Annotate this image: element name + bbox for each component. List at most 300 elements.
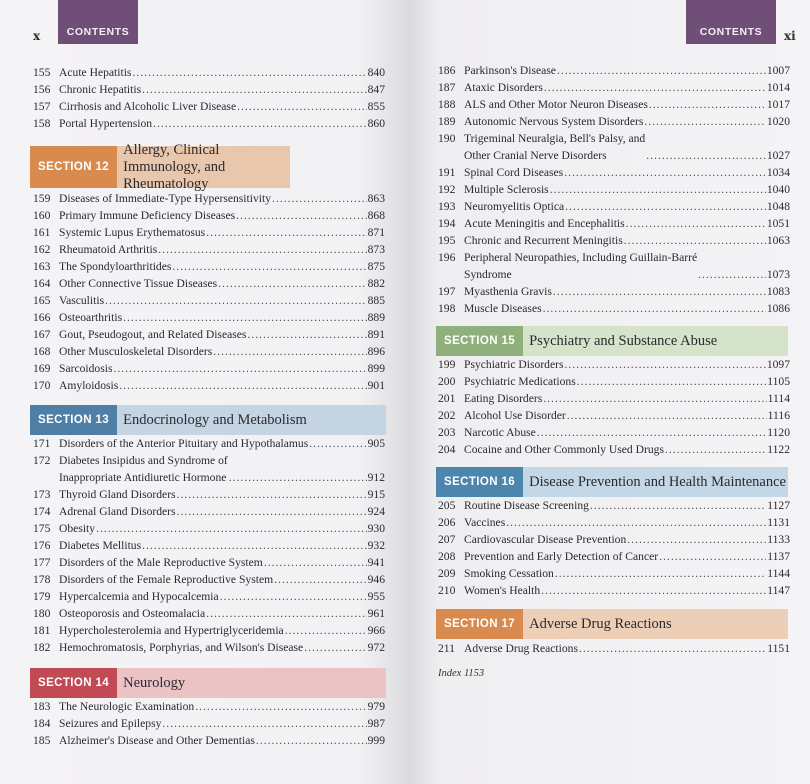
chapter-title: Disorders of the Anterior Pituitary and Hypothalamus: [59, 437, 309, 450]
page-reference: 1051: [766, 217, 790, 230]
toc-entry: [438, 582, 790, 599]
toc-entry: [438, 407, 790, 424]
leader-dots: [177, 486, 367, 503]
chapter-title: [464, 249, 697, 283]
chapter-title: Obesity: [59, 522, 96, 535]
chapter-title: Prevention and Early Detection of Cancer: [464, 550, 659, 563]
section-label: SECTION 12: [30, 146, 117, 188]
toc-entry: [438, 113, 790, 130]
chapter-title: Eating Disorders: [464, 392, 543, 405]
chapter-title: Seizures and Epilepsy: [59, 717, 162, 730]
page-reference: 924: [367, 505, 385, 518]
chapter-title: Disorders of the Female Reproductive System: [59, 573, 274, 586]
leader-dots: [567, 407, 767, 424]
leader-dots: [550, 181, 766, 198]
chapter-title: Diabetes Mellitus: [59, 539, 142, 552]
chapter-title: Psychiatric Disorders: [464, 358, 564, 371]
leader-dots: [220, 588, 367, 605]
chapter-number: 181: [33, 624, 51, 637]
page-reference: 873: [367, 243, 385, 256]
chapter-number: 189: [438, 115, 456, 128]
chapter-title: Osteoarthritis: [59, 311, 123, 324]
chapter-title: Multiple Sclerosis: [464, 183, 549, 196]
toc-entry: [33, 605, 385, 622]
page-reference: 875: [367, 260, 385, 273]
page-reference: 955: [367, 590, 385, 603]
chapter-title: Rheumatoid Arthritis: [59, 243, 158, 256]
chapter-title: Acute Meningitis and Encephalitis: [464, 217, 625, 230]
toc-entry: [33, 258, 385, 275]
page-reference: 1147: [767, 584, 790, 597]
page-reference: 946: [367, 573, 385, 586]
chapter-number: 160: [33, 209, 51, 222]
toc-entry: [33, 715, 385, 732]
page-reference: 987: [367, 717, 385, 730]
chapter-number: 173: [33, 488, 51, 501]
leader-dots: [177, 503, 367, 520]
section-title: Psychiatry and Substance Abuse: [529, 332, 718, 349]
leader-dots: [153, 115, 367, 132]
chapter-title: Women's Health: [464, 584, 541, 597]
page-reference: 1116: [767, 409, 790, 422]
leader-dots: [218, 275, 366, 292]
chapter-number: 190: [438, 132, 456, 145]
chapter-title-line1: Peripheral Neuropathies, Including Guillain-Barré: [464, 251, 698, 264]
leader-dots: [213, 343, 366, 360]
leader-dots: [626, 215, 766, 232]
contents-header-tab: CONTENTS: [58, 0, 138, 44]
chapter-title-line2: Syndrome: [464, 268, 512, 281]
chapter-number: 198: [438, 302, 456, 315]
chapter-number: 178: [33, 573, 51, 586]
chapter-title: [59, 452, 228, 486]
leader-dots: [132, 64, 366, 81]
leader-dots: [646, 147, 766, 164]
page-reference: 871: [367, 226, 385, 239]
page-reference: 1027: [766, 149, 790, 162]
page-reference: 915: [367, 488, 385, 501]
chapter-number: 201: [438, 392, 456, 405]
section-header: [436, 326, 788, 356]
page-reference: 1014: [766, 81, 790, 94]
chapter-number: 185: [33, 734, 51, 747]
chapter-number: 174: [33, 505, 51, 518]
leader-dots: [247, 326, 366, 343]
toc-entry: [438, 424, 790, 441]
toc-entry: [438, 249, 790, 283]
chapter-number: 162: [33, 243, 51, 256]
chapter-title: Systemic Lupus Erythematosus: [59, 226, 206, 239]
page-reference: 896: [367, 345, 385, 358]
chapter-title: Psychiatric Medications: [464, 375, 576, 388]
chapter-number: 186: [438, 64, 456, 77]
chapter-title: Hypercalcemia and Hypocalcemia: [59, 590, 219, 603]
page-reference: 932: [367, 539, 385, 552]
chapter-number: 208: [438, 550, 456, 563]
page-reference: 1105: [767, 375, 790, 388]
page-reference: 972: [367, 641, 385, 654]
chapter-number: 188: [438, 98, 456, 111]
leader-dots: [206, 605, 366, 622]
page-reference: 1144: [767, 567, 790, 580]
toc-entry: [33, 360, 385, 377]
chapter-title-line1: Diabetes Insipidus and Syndrome of: [59, 454, 228, 467]
leader-dots: [543, 390, 766, 407]
leader-dots: [206, 224, 366, 241]
leader-dots: [119, 377, 366, 394]
leader-dots: [624, 232, 766, 249]
leader-dots: [665, 441, 766, 458]
leader-dots: [698, 266, 766, 283]
toc-entry: [33, 571, 385, 588]
toc-entry: [438, 96, 790, 113]
toc-entry: [33, 588, 385, 605]
chapter-title: Cardiovascular Disease Prevention: [464, 533, 627, 546]
chapter-title: Sarcoidosis: [59, 362, 113, 375]
page-reference: 1073: [766, 268, 790, 281]
page-reference: 1151: [767, 642, 790, 655]
chapter-number: 194: [438, 217, 456, 230]
index-reference: Index 1153: [438, 668, 485, 679]
chapter-number: 206: [438, 516, 456, 529]
chapter-number: 157: [33, 100, 51, 113]
toc-entry: [438, 531, 790, 548]
page-reference: 961: [367, 607, 385, 620]
chapter-title: Ataxic Disorders: [464, 81, 543, 94]
toc-entry: [438, 390, 790, 407]
toc-entry: [33, 326, 385, 343]
toc-entry: [438, 164, 790, 181]
chapter-number: 196: [438, 251, 456, 264]
page-reference: 885: [367, 294, 385, 307]
leader-dots: [285, 622, 367, 639]
leader-dots: [579, 640, 766, 657]
chapter-number: 169: [33, 362, 51, 375]
section-label: SECTION 13: [30, 405, 117, 435]
page-reference: 930: [367, 522, 385, 535]
toc-entry: [33, 207, 385, 224]
toc-entry: [438, 548, 790, 565]
toc-entry: [33, 64, 385, 81]
page-reference: 1083: [766, 285, 790, 298]
page-reference: 1048: [766, 200, 790, 213]
toc-entry: [33, 98, 385, 115]
toc-entry: [33, 486, 385, 503]
chapter-title: Adrenal Gland Disorders: [59, 505, 176, 518]
page-reference: 840: [367, 66, 385, 79]
chapter-title: Narcotic Abuse: [464, 426, 536, 439]
chapter-title: Hemochromatosis, Porphyrias, and Wilson's Disease: [59, 641, 304, 654]
leader-dots: [172, 258, 366, 275]
leader-dots: [544, 79, 766, 96]
toc-entry: [33, 190, 385, 207]
page-reference: 1020: [766, 115, 790, 128]
page-reference: 855: [367, 100, 385, 113]
toc-entry: [33, 520, 385, 537]
page-reference: 899: [367, 362, 385, 375]
leader-dots: [564, 164, 766, 181]
toc-entry: [438, 283, 790, 300]
toc-entry: [33, 115, 385, 132]
leader-dots: [142, 81, 367, 98]
leader-dots: [113, 360, 366, 377]
page-reference: 905: [367, 437, 385, 450]
right-page: [408, 0, 810, 784]
toc-entry: [33, 292, 385, 309]
section-title: Neurology: [123, 674, 186, 691]
chapter-number: 193: [438, 200, 456, 213]
chapter-number: 165: [33, 294, 51, 307]
leader-dots: [577, 373, 767, 390]
chapter-title-line2: Other Cranial Nerve Disorders: [464, 149, 607, 162]
toc-entry: [33, 503, 385, 520]
chapter-number: 191: [438, 166, 456, 179]
leader-dots: [123, 309, 367, 326]
leader-dots: [627, 531, 766, 548]
leader-dots: [229, 469, 367, 486]
page-reference: 1086: [766, 302, 790, 315]
page-reference: 966: [367, 624, 385, 637]
chapter-title: Autonomic Nervous System Disorders: [464, 115, 644, 128]
chapter-title: Other Musculoskeletal Disorders: [59, 345, 213, 358]
chapter-title: Routine Disease Screening: [464, 499, 589, 512]
toc-entry: [438, 232, 790, 249]
chapter-title: Chronic and Recurrent Meningitis: [464, 234, 623, 247]
chapter-title: [464, 130, 645, 164]
page-reference: 1040: [766, 183, 790, 196]
section-label: SECTION 16: [436, 467, 523, 497]
page-reference: 999: [367, 734, 385, 747]
page-number: xi: [784, 29, 796, 43]
toc-entry: [33, 537, 385, 554]
chapter-number: 200: [438, 375, 456, 388]
chapter-number: 207: [438, 533, 456, 546]
chapter-title: The Neurologic Examination: [59, 700, 195, 713]
chapter-number: 161: [33, 226, 51, 239]
page-reference: 1131: [767, 516, 790, 529]
chapter-number: 175: [33, 522, 51, 535]
toc-entry: [33, 452, 385, 486]
chapter-title: Portal Hypertension: [59, 117, 153, 130]
chapter-title: Parkinson's Disease: [464, 64, 556, 77]
leader-dots: [274, 571, 366, 588]
chapter-title: Smoking Cessation: [464, 567, 554, 580]
chapter-number: 156: [33, 83, 51, 96]
chapter-number: 199: [438, 358, 456, 371]
page-reference: 1034: [766, 166, 790, 179]
leader-dots: [659, 548, 766, 565]
chapter-number: 182: [33, 641, 51, 654]
section-label: SECTION 15: [436, 326, 523, 356]
chapter-title: Vasculitis: [59, 294, 105, 307]
chapter-title: Diseases of Immediate-Type Hypersensitivity: [59, 192, 272, 205]
toc-entry: [438, 130, 790, 164]
chapter-title: Amyloidosis: [59, 379, 119, 392]
page-reference: 1097: [766, 358, 790, 371]
toc-entry: [33, 639, 385, 656]
section-title: Allergy, Clinical Immunology, and Rheumatology: [123, 141, 226, 192]
leader-dots: [304, 639, 366, 656]
leader-dots: [565, 356, 766, 373]
chapter-number: 195: [438, 234, 456, 247]
chapter-title-line2: Inappropriate Antidiuretic Hormone: [59, 471, 227, 484]
chapter-title: Myasthenia Gravis: [464, 285, 552, 298]
chapter-title: Alzheimer's Disease and Other Dementias: [59, 734, 255, 747]
chapter-title: Adverse Drug Reactions: [464, 642, 578, 655]
section-label: SECTION 17: [436, 609, 523, 639]
leader-dots: [96, 520, 367, 537]
toc-entry: [438, 373, 790, 390]
chapter-title: Acute Hepatitis: [59, 66, 132, 79]
page-reference: 860: [367, 117, 385, 130]
leader-dots: [264, 554, 367, 571]
leader-dots: [236, 207, 367, 224]
chapter-title: Other Connective Tissue Diseases: [59, 277, 218, 290]
leader-dots: [237, 98, 367, 115]
leader-dots: [537, 424, 766, 441]
page-reference: 979: [367, 700, 385, 713]
page-reference: 891: [367, 328, 385, 341]
chapter-title: Cocaine and Other Commonly Used Drugs: [464, 443, 664, 456]
toc-entry: [33, 275, 385, 292]
toc-entry: [438, 356, 790, 373]
chapter-title: Chronic Hepatitis: [59, 83, 142, 96]
leader-dots: [158, 241, 366, 258]
page-reference: 1007: [766, 64, 790, 77]
chapter-number: 203: [438, 426, 456, 439]
chapter-title: Thyroid Gland Disorders: [59, 488, 176, 501]
chapter-number: 205: [438, 499, 456, 512]
chapter-number: 187: [438, 81, 456, 94]
page-reference: 868: [367, 209, 385, 222]
page-reference: 912: [367, 471, 385, 484]
page-reference: 1063: [766, 234, 790, 247]
leader-dots: [553, 283, 766, 300]
leader-dots: [105, 292, 367, 309]
chapter-number: 167: [33, 328, 51, 341]
chapter-number: 155: [33, 66, 51, 79]
toc-entry: [33, 309, 385, 326]
chapter-number: 183: [33, 700, 51, 713]
toc-entry: [33, 554, 385, 571]
chapter-number: 202: [438, 409, 456, 422]
toc-entry: [33, 224, 385, 241]
chapter-title: The Spondyloarthritides: [59, 260, 172, 273]
chapter-title: Vaccines: [464, 516, 506, 529]
toc-entry: [33, 343, 385, 360]
toc-entry: [438, 497, 790, 514]
chapter-title: Cirrhosis and Alcoholic Liver Disease: [59, 100, 237, 113]
leader-dots: [195, 698, 366, 715]
section-title: Endocrinology and Metabolism: [123, 411, 307, 428]
chapter-number: 204: [438, 443, 456, 456]
leader-dots: [272, 190, 367, 207]
chapter-number: 192: [438, 183, 456, 196]
toc-entry: [438, 79, 790, 96]
contents-header-tab: CONTENTS: [686, 0, 776, 44]
chapter-title: Alcohol Use Disorder: [464, 409, 566, 422]
toc-entry: [438, 565, 790, 582]
section-title: Adverse Drug Reactions: [529, 615, 672, 632]
toc-entry: [438, 198, 790, 215]
page-reference: 941: [367, 556, 385, 569]
leader-dots: [649, 96, 766, 113]
chapter-number: 197: [438, 285, 456, 298]
toc-entry: [33, 81, 385, 98]
leader-dots: [541, 582, 766, 599]
section-header: [30, 405, 386, 435]
chapter-title-line1: Trigeminal Neuralgia, Bell's Palsy, and: [464, 132, 646, 145]
chapter-title: Muscle Diseases: [464, 302, 542, 315]
chapter-number: 176: [33, 539, 51, 552]
toc-entry: [438, 300, 790, 317]
page-reference: 1133: [767, 533, 790, 546]
toc-entry: [33, 622, 385, 639]
toc-entry: [33, 698, 385, 715]
leader-dots: [644, 113, 765, 130]
chapter-title: Primary Immune Deficiency Diseases: [59, 209, 236, 222]
chapter-number: 179: [33, 590, 51, 603]
section-header: [30, 141, 290, 192]
chapter-title: ALS and Other Motor Neuron Diseases: [464, 98, 648, 111]
chapter-number: 164: [33, 277, 51, 290]
chapter-number: 177: [33, 556, 51, 569]
chapter-number: 184: [33, 717, 51, 730]
section-label: SECTION 14: [30, 668, 117, 698]
toc-entry: [33, 435, 385, 452]
toc-entry: [438, 514, 790, 531]
page-reference: 863: [367, 192, 385, 205]
page-reference: 901: [367, 379, 385, 392]
leader-dots: [555, 565, 766, 582]
toc-entry: [438, 181, 790, 198]
toc-entry: [438, 640, 790, 657]
leader-dots: [506, 514, 766, 531]
page-reference: 847: [367, 83, 385, 96]
chapter-number: 180: [33, 607, 51, 620]
page-number: x: [33, 29, 41, 43]
leader-dots: [543, 300, 766, 317]
leader-dots: [162, 715, 366, 732]
toc-entry: [438, 441, 790, 458]
leader-dots: [142, 537, 367, 554]
page-reference: 1137: [767, 550, 790, 563]
chapter-title: Spinal Cord Diseases: [464, 166, 564, 179]
page-reference: 1120: [767, 426, 790, 439]
leader-dots: [565, 198, 766, 215]
toc-entry: [33, 732, 385, 749]
leader-dots: [256, 732, 367, 749]
page-reference: 1017: [766, 98, 790, 111]
chapter-title: Disorders of the Male Reproductive System: [59, 556, 263, 569]
chapter-number: 172: [33, 454, 51, 467]
toc-entry: [33, 241, 385, 258]
chapter-title: Neuromyelitis Optica: [464, 200, 565, 213]
chapter-number: 168: [33, 345, 51, 358]
page-reference: 1114: [767, 392, 790, 405]
chapter-number: 210: [438, 584, 456, 597]
chapter-title: Osteoporosis and Osteomalacia: [59, 607, 206, 620]
chapter-number: 163: [33, 260, 51, 273]
leader-dots: [557, 62, 766, 79]
page-reference: 882: [367, 277, 385, 290]
section-header: [436, 467, 788, 497]
chapter-title: Hypercholesterolemia and Hypertriglyceridemia: [59, 624, 284, 637]
toc-entry: [438, 62, 790, 79]
chapter-number: 170: [33, 379, 51, 392]
chapter-title: Gout, Pseudogout, and Related Diseases: [59, 328, 247, 341]
chapter-number: 166: [33, 311, 51, 324]
